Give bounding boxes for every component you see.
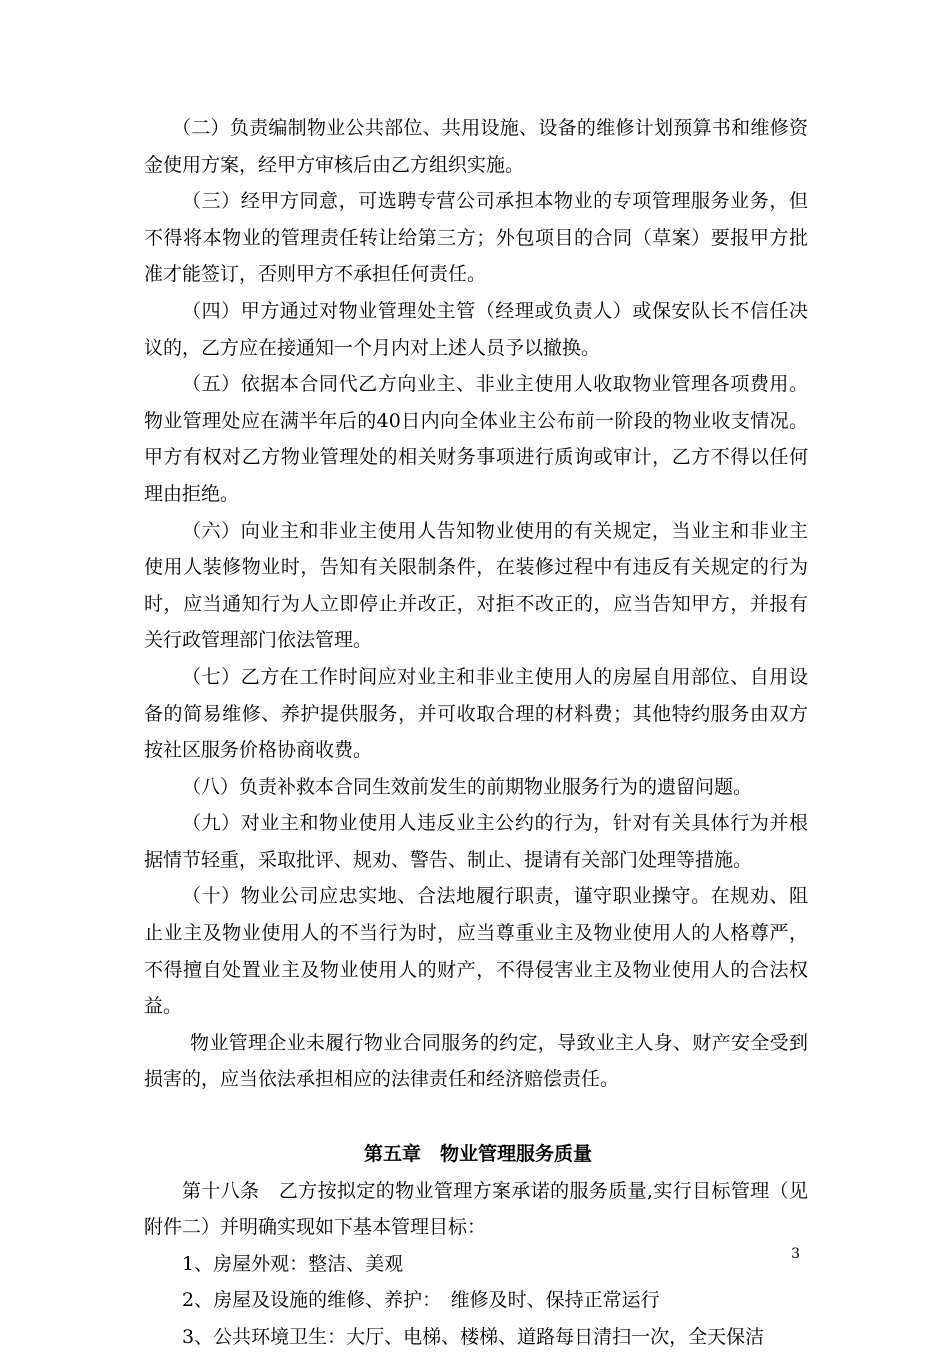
paragraph-4: （四）甲方通过对物业管理处主管（经理或负责人）或保安队长不信任决议的，乙方应在接通知一个月内对上述人员予以撤换。 [144, 299, 808, 359]
paragraph-8: （八）负责补救本合同生效前发生的前期物业服务行为的遗留问题。 [182, 775, 753, 798]
page-number: 3 [791, 1246, 800, 1262]
paragraph-7: （七）乙方在工作时间应对业主和非业主使用人的房屋自用部位、自用设备的简易维修、养护提供服务，并可收取合理的材料费；其他特约服务由双方按社区服务价格协商收费。 [144, 665, 808, 762]
paragraph-5: （五）依据本合同代乙方向业主、非业主使用人收取物业管理各项费用。物业管理处应在满半年后的40日内向全体业主公布前一阶段的物业收支情况。甲方有权对乙方物业管理处的相关财务事项进行质询或审计，乙方不得以任何理由拒绝。 [144, 373, 808, 505]
chapter-title: 第五章 物业管理服务质量 [363, 1143, 592, 1166]
paragraph-10: （十）物业公司应忠实地、合法地履行职责，谨守职业操守。在规劝、阻止业主及物业使用人的不当行为时，应当尊重业主及物业使用人的人格尊严，不得擅自处置业主及物业使用人的财产，不得侵害业主及物业使用人的合法权益。 [144, 885, 808, 1018]
paragraph-6: （六）向业主和非业主使用人告知物业使用的有关规定，当业主和非业主使用人装修物业时，告知有关限制条件，在装修过程中有违反有关规定的行为时，应当通知行为人立即停止并改正，对拒不改正的，应当告知甲方，并报有关行政管理部门依法管理。 [144, 519, 808, 652]
closing-paragraph: 物业管理企业未履行物业合同服务的约定，导致业主人身、财产安全受到损害的，应当依法承担相应的法律责任和经济赔偿责任。 [144, 1031, 808, 1091]
article-18: 第十八条 乙方按拟定的物业管理方案承诺的服务质量,实行目标管理（见附件二）并明确实现如下基本管理目标： [144, 1179, 808, 1239]
paragraph-2: （二）负责编制物业公共部位、共用设施、设备的维修计划预算书和维修资金使用方案，经甲方审核后由乙方组织实施。 [144, 117, 808, 176]
list-item: 1、房屋外观：整洁、美观 [182, 1252, 404, 1275]
paragraph-9: （九）对业主和物业使用人违反业主公约的行为，针对有关具体行为并根据情节轻重，采取批评、规劝、警告、制止、提请有关部门处理等措施。 [144, 812, 808, 871]
list-item: 2、房屋及设施的维修、养护： 维修及时、保持正常运行 [182, 1289, 660, 1312]
paragraph-3: （三）经甲方同意，可选聘专营公司承担本物业的专项管理服务业务，但不得将本物业的管理责任转让给第三方；外包项目的合同（草案）要报甲方批准才能签订，否则甲方不承担任何责任。 [144, 190, 808, 286]
list-item: 3、公共环境卫生：大厅、电梯、楼梯、道路每日清扫一次，全天保洁 [182, 1326, 765, 1348]
page-content [144, 110, 808, 1356]
